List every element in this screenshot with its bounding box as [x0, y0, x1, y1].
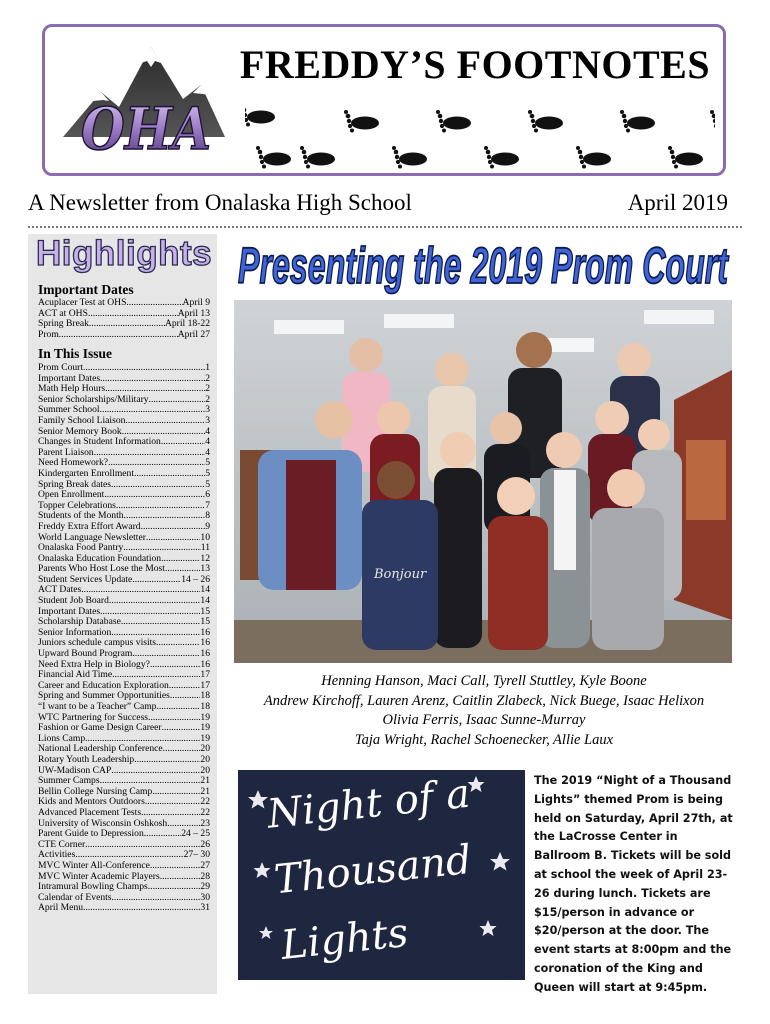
toc-leader — [169, 681, 201, 692]
toc-entry-page: April 18-22 — [164, 319, 210, 330]
toc-entry-label: Freddy Extra Effort Award — [38, 521, 141, 532]
toc-entry — [38, 903, 210, 914]
important-dates-list — [38, 298, 210, 340]
toc-leader — [170, 691, 201, 702]
toc-entry-label: UW-Madison CAP — [38, 765, 112, 776]
toc-entry-page: 16 — [200, 659, 210, 670]
toc-leader — [112, 670, 200, 681]
toc-leader — [150, 861, 201, 872]
toc-entry-label: World Language Newsletter — [38, 532, 146, 543]
toc-entry-page: 29 — [200, 882, 210, 893]
newsletter-subtitle: A Newsletter from Onalaska High School — [28, 190, 412, 215]
toc-entry — [38, 416, 210, 427]
toc-entry-label: University of Wisconsin Oshkosh — [38, 818, 168, 829]
toc-entry — [38, 628, 210, 639]
poster-line: Night of a — [265, 770, 473, 838]
toc-entry — [38, 702, 210, 713]
toc-entry-page: 18 — [200, 691, 210, 702]
toc-entry — [38, 723, 210, 734]
toc-entry-page: 21 — [200, 786, 210, 797]
toc-entry — [38, 681, 210, 692]
toc-entry-label: MVC Winter Academic Players — [38, 871, 160, 882]
toc-entry — [38, 691, 210, 702]
highlights-sidebar — [28, 234, 217, 994]
toc-entry-label: Need Extra Help in Biology? — [38, 659, 150, 670]
toc-entry — [38, 829, 210, 840]
issue-date: April 2019 — [627, 190, 728, 215]
toc-leader — [116, 501, 205, 512]
toc-entry-label: Activities — [38, 850, 76, 861]
toc-entry-page: 10 — [200, 532, 210, 543]
toc-entry-page: 17 — [200, 680, 210, 691]
prom-court-caption — [234, 672, 734, 750]
toc-leader — [121, 617, 201, 628]
toc-entry — [38, 533, 210, 544]
toc-entry-page: 2 — [205, 384, 210, 395]
toc-entry — [38, 480, 210, 491]
toc-leader — [141, 522, 206, 533]
toc-entry-page: 20 — [200, 765, 210, 776]
toc-leader — [132, 575, 181, 586]
newsletter-title: FREDDY’S FOOTNOTES — [239, 42, 711, 87]
poster-title — [264, 770, 525, 979]
toc-entry-label: Students of the Month — [38, 511, 124, 522]
caption-line: Olivia Ferris, Isaac Sunne-Murray — [382, 712, 586, 728]
logo-letters: OHA — [81, 95, 211, 163]
toc-leader — [109, 596, 201, 607]
toc-entry-label: “I want to be a Teacher” Camp — [38, 702, 157, 712]
toc-entry-label: MVC Winter All-Conference — [38, 860, 150, 871]
toc-entry-label: Parents Who Host Lose the Most — [38, 564, 165, 575]
toc-entry — [38, 861, 210, 872]
toc-entry — [38, 840, 210, 851]
toc-entry-label: Advanced Placement Tests — [38, 807, 142, 818]
toc-entry-label: Onalaska Food Pantry — [38, 543, 124, 554]
toc-entry — [38, 330, 210, 341]
toc-leader — [111, 766, 200, 777]
toc-entry-page: 26 — [200, 839, 210, 850]
toc-entry — [38, 405, 210, 416]
toc-entry-page: 17 — [200, 670, 210, 681]
toc-entry-label: Student Job Board — [38, 596, 109, 607]
toc-entry-label: Lions Camp — [38, 733, 86, 744]
toc-entry-label: Senior Memory Book — [38, 426, 122, 437]
toc-entry-page: 5 — [205, 468, 210, 479]
toc-leader — [152, 787, 200, 798]
toc-entry-label: Parent Guide to Depression — [38, 829, 144, 840]
toc-leader — [100, 374, 205, 385]
toc-entry-label: Career and Education Exploration — [38, 680, 169, 691]
toc-leader — [85, 840, 200, 851]
toc-leader — [160, 872, 201, 883]
toc-entry-page: 3 — [205, 415, 210, 426]
toc-entry-label: Open Enrollment — [38, 490, 105, 501]
toc-entry — [38, 585, 210, 596]
toc-leader — [167, 819, 200, 830]
toc-entry-label: Intramural Bowling Champs — [38, 882, 148, 893]
toc-entry — [38, 374, 210, 385]
toc-entry-page: 9 — [205, 521, 210, 532]
toc-entry-page: 27– 30 — [183, 850, 210, 861]
toc-entry — [38, 363, 210, 374]
toc-leader — [126, 298, 182, 309]
toc-entry-label: National Leadership Conference — [38, 744, 163, 755]
toc-entry-label: Math Help Hours — [38, 384, 106, 395]
toc-entry-label: Onalaska Education Foundation — [38, 553, 162, 564]
toc-entry-page: 3 — [205, 405, 210, 416]
toc-leader — [123, 543, 200, 554]
toc-entry-label: CTE Corner — [38, 839, 86, 850]
toc-entry-page: April 9 — [182, 298, 210, 308]
toc-entry-page: 28 — [200, 871, 210, 882]
toc-leader — [134, 469, 205, 480]
toc-entry-page: 13 — [200, 564, 210, 575]
toc-entry-label: Senior Information — [38, 627, 112, 638]
toc-entry — [38, 766, 210, 777]
shirt-text: Bonjour — [374, 567, 427, 582]
toc-entry-page: 12 — [200, 553, 210, 564]
toc-entry — [38, 501, 210, 512]
toc-entry — [38, 511, 210, 522]
toc-entry-page: 7 — [205, 500, 210, 511]
caption-line: Henning Hanson, Maci Call, Tyrell Stuttley, Kyle Boone — [321, 673, 647, 689]
toc-entry-page: 18 — [200, 702, 210, 712]
toc-entry-page: 5 — [205, 479, 210, 490]
toc-entry-page: 22 — [200, 797, 210, 808]
toc-leader — [161, 437, 205, 448]
toc-leader — [105, 384, 205, 395]
toc-entry — [38, 384, 210, 395]
toc-entry-page: 21 — [200, 776, 210, 787]
caption-line: Taja Wright, Rachel Schoenecker, Allie Laux — [354, 731, 614, 748]
toc-entry-page: 6 — [205, 490, 210, 501]
toc-entry-label: Upward Bound Program — [38, 649, 133, 660]
toc-entry-page: 16 — [200, 638, 210, 649]
toc-entry — [38, 850, 210, 861]
toc-leader — [162, 723, 201, 734]
toc-leader — [111, 480, 205, 491]
toc-entry-page: 31 — [200, 903, 210, 914]
toc-entry — [38, 797, 210, 808]
toc-entry — [38, 596, 210, 607]
toc-entry-label: Prom — [38, 329, 59, 340]
toc-entry — [38, 469, 210, 480]
toc-entry-page: 23 — [200, 818, 210, 829]
toc-entry — [38, 713, 210, 724]
toc-leader — [88, 309, 178, 320]
toc-entry-page: 19 — [200, 733, 210, 744]
toc-entry-page: 14 — [200, 585, 210, 596]
toc-leader — [149, 395, 206, 406]
toc-leader — [125, 416, 205, 427]
toc-entry-page: 19 — [200, 723, 210, 734]
toc-entry-label: Important Dates — [38, 606, 101, 617]
poster-line: Lights — [278, 909, 411, 969]
toc-leader — [100, 405, 206, 416]
toc-entry-label: Student Services Update — [38, 574, 133, 585]
toc-leader — [150, 660, 201, 671]
toc-entry-label: Senior Scholarships/Military — [38, 394, 149, 405]
toc-entry-label: Summer School — [38, 405, 100, 416]
toc-entry — [38, 319, 210, 330]
toc-entry — [38, 787, 210, 798]
toc-entry-label: WTC Partnering for Success — [38, 712, 149, 723]
toc-entry-page: 2 — [205, 373, 210, 384]
toc-entry-page: 20 — [200, 754, 210, 765]
toc-leader — [165, 564, 200, 575]
poster-line: Thousand — [271, 836, 474, 904]
toc-entry — [38, 872, 210, 883]
toc-entry — [38, 395, 210, 406]
toc-entry-page: 16 — [200, 649, 210, 660]
toc-entry-page: April 27 — [177, 329, 210, 340]
toc-entry — [38, 437, 210, 448]
toc-leader — [124, 511, 206, 522]
toc-entry-page: 5 — [205, 458, 210, 469]
toc-entry-label: Summer Camps — [38, 776, 100, 787]
toc-entry — [38, 734, 210, 745]
toc-leader — [100, 776, 201, 787]
prom-court-heading — [234, 236, 734, 300]
toc-leader — [85, 734, 200, 745]
toc-entry — [38, 522, 210, 533]
toc-entry — [38, 575, 210, 586]
toc-leader — [104, 490, 205, 501]
toc-entry-label: Topper Celebrations — [38, 500, 116, 511]
toc-entry-page: 4 — [205, 447, 210, 458]
toc-entry — [38, 893, 210, 904]
toc-entry — [38, 649, 210, 660]
toc-entry-label: Spring Break dates — [38, 479, 112, 490]
toc-leader — [83, 363, 205, 374]
toc-entry — [38, 882, 210, 893]
toc-entry — [38, 607, 210, 618]
toc-entry-page: April 13 — [177, 308, 210, 319]
toc-entry-page: 2 — [205, 394, 210, 405]
in-this-issue-list — [38, 363, 210, 914]
toc-entry — [38, 617, 210, 628]
toc-entry-page: 30 — [200, 892, 210, 903]
toc-entry-page: 8 — [205, 511, 210, 522]
toc-entry-label: Changes in Student Information — [38, 437, 161, 448]
toc-entry-page: 14 — [200, 596, 210, 607]
toc-leader — [144, 829, 181, 840]
toc-leader — [75, 850, 183, 861]
toc-entry — [38, 638, 210, 649]
toc-entry-label: ACT at OHS — [38, 308, 88, 319]
toc-entry-label: Prom Court — [38, 363, 84, 373]
toc-entry-page: 15 — [200, 606, 210, 617]
toc-leader — [161, 554, 200, 565]
toc-entry — [38, 309, 210, 320]
toc-entry-page: 16 — [200, 627, 210, 638]
in-this-issue-heading: In This Issue — [38, 346, 113, 361]
prom-info-text: The 2019 “Night of a Thousand Lights” themed Prom is being held on Saturday, April 27th, at the LaCrosse Center in Ballroom B. Tickets will be sold at school the week of April 23-26 during lunch. Tickets are $15/person in advance or $20/person at the door. The event starts at 8:00pm and the coronation of the King and Queen will start at 9:45pm. — [534, 774, 733, 994]
divider — [28, 226, 742, 228]
toc-leader — [89, 319, 165, 330]
toc-entry-label: Scholarship Database — [38, 617, 121, 628]
toc-leader — [132, 649, 200, 660]
toc-entry-page: 1 — [205, 363, 210, 373]
ohs-mountain-logo — [53, 37, 233, 167]
highlights-title: Highlights — [36, 234, 213, 273]
toc-entry-page: 11 — [200, 543, 210, 554]
toc-entry-page: 27 — [200, 860, 210, 871]
night-of-a-thousand-lights-poster — [238, 770, 525, 980]
toc-entry-page: 4 — [205, 426, 210, 437]
important-dates-heading: Important Dates — [38, 282, 134, 297]
toc-leader — [141, 808, 200, 819]
toc-entry — [38, 670, 210, 681]
masthead — [42, 24, 726, 176]
toc-leader — [163, 744, 201, 755]
toc-entry-page: 24 – 25 — [181, 829, 210, 840]
toc-leader — [156, 638, 200, 649]
toc-leader — [146, 533, 200, 544]
caption-line: Andrew Kirchoff, Lauren Arenz, Caitlin Zlabeck, Nick Buege, Isaac Helixon — [263, 692, 705, 709]
toc-leader — [148, 713, 200, 724]
toc-leader — [134, 755, 200, 766]
toc-entry-label: Spring and Summer Opportunities — [38, 691, 170, 702]
toc-entry — [38, 776, 210, 787]
toc-entry — [38, 298, 210, 309]
toc-leader — [100, 607, 200, 618]
toc-entry-label: ACT Dates — [38, 585, 82, 596]
prom-court-heading-text: Presenting the 2019 Prom Court — [238, 238, 730, 295]
toc-entry-label: Family School Liaison — [38, 415, 126, 426]
toc-leader — [83, 903, 200, 914]
toc-leader — [111, 628, 200, 639]
toc-entry — [38, 458, 210, 469]
toc-entry-label: Parent Liaison — [38, 447, 94, 458]
toc-entry-label: April Menu — [38, 903, 84, 914]
toc-entry-page: 22 — [200, 807, 210, 818]
toc-entry-page: 14 – 26 — [181, 574, 210, 585]
toc-leader — [108, 458, 205, 469]
toc-leader — [122, 427, 206, 438]
toc-entry-page: 4 — [205, 437, 210, 448]
toc-entry — [38, 564, 210, 575]
toc-leader — [156, 702, 200, 713]
toc-entry — [38, 448, 210, 459]
toc-entry — [38, 554, 210, 565]
toc-entry — [38, 808, 210, 819]
toc-entry-label: Financial Aid Time — [38, 670, 113, 681]
toc-leader — [59, 330, 178, 341]
toc-entry-page: 20 — [200, 744, 210, 755]
toc-entry — [38, 490, 210, 501]
toc-entry-label: Juniors schedule campus visits — [38, 638, 157, 649]
toc-entry-label: Important Dates — [38, 373, 101, 384]
toc-leader — [112, 893, 201, 904]
toc-entry — [38, 427, 210, 438]
toc-entry-label: Need Homework? — [38, 458, 109, 469]
toc-entry-label: Acuplacer Test at OHS — [38, 298, 127, 308]
toc-leader — [145, 797, 201, 808]
prom-court-photo — [234, 300, 732, 663]
toc-entry-label: Kids and Mentors Outdoors — [38, 797, 145, 808]
toc-entry-page: 19 — [200, 712, 210, 723]
toc-leader — [94, 448, 206, 459]
toc-entry — [38, 819, 210, 830]
toc-entry-label: Calendar of Events — [38, 892, 112, 903]
toc-entry-label: Spring Break — [38, 319, 89, 330]
toc-entry — [38, 543, 210, 554]
toc-leader — [148, 882, 201, 893]
toc-entry — [38, 744, 210, 755]
footprints-icon — [245, 105, 715, 175]
toc-entry-label: Bellin College Nursing Camp — [38, 786, 153, 797]
toc-entry-page: 15 — [200, 617, 210, 628]
toc-entry-label: Kindergarten Enrollment — [38, 468, 134, 479]
toc-entry — [38, 755, 210, 766]
toc-entry-label: Fashion or Game Design Career — [38, 723, 162, 734]
toc-leader — [81, 585, 200, 596]
toc-entry-label: Rotary Youth Leadership — [38, 754, 135, 765]
toc-entry — [38, 660, 210, 671]
